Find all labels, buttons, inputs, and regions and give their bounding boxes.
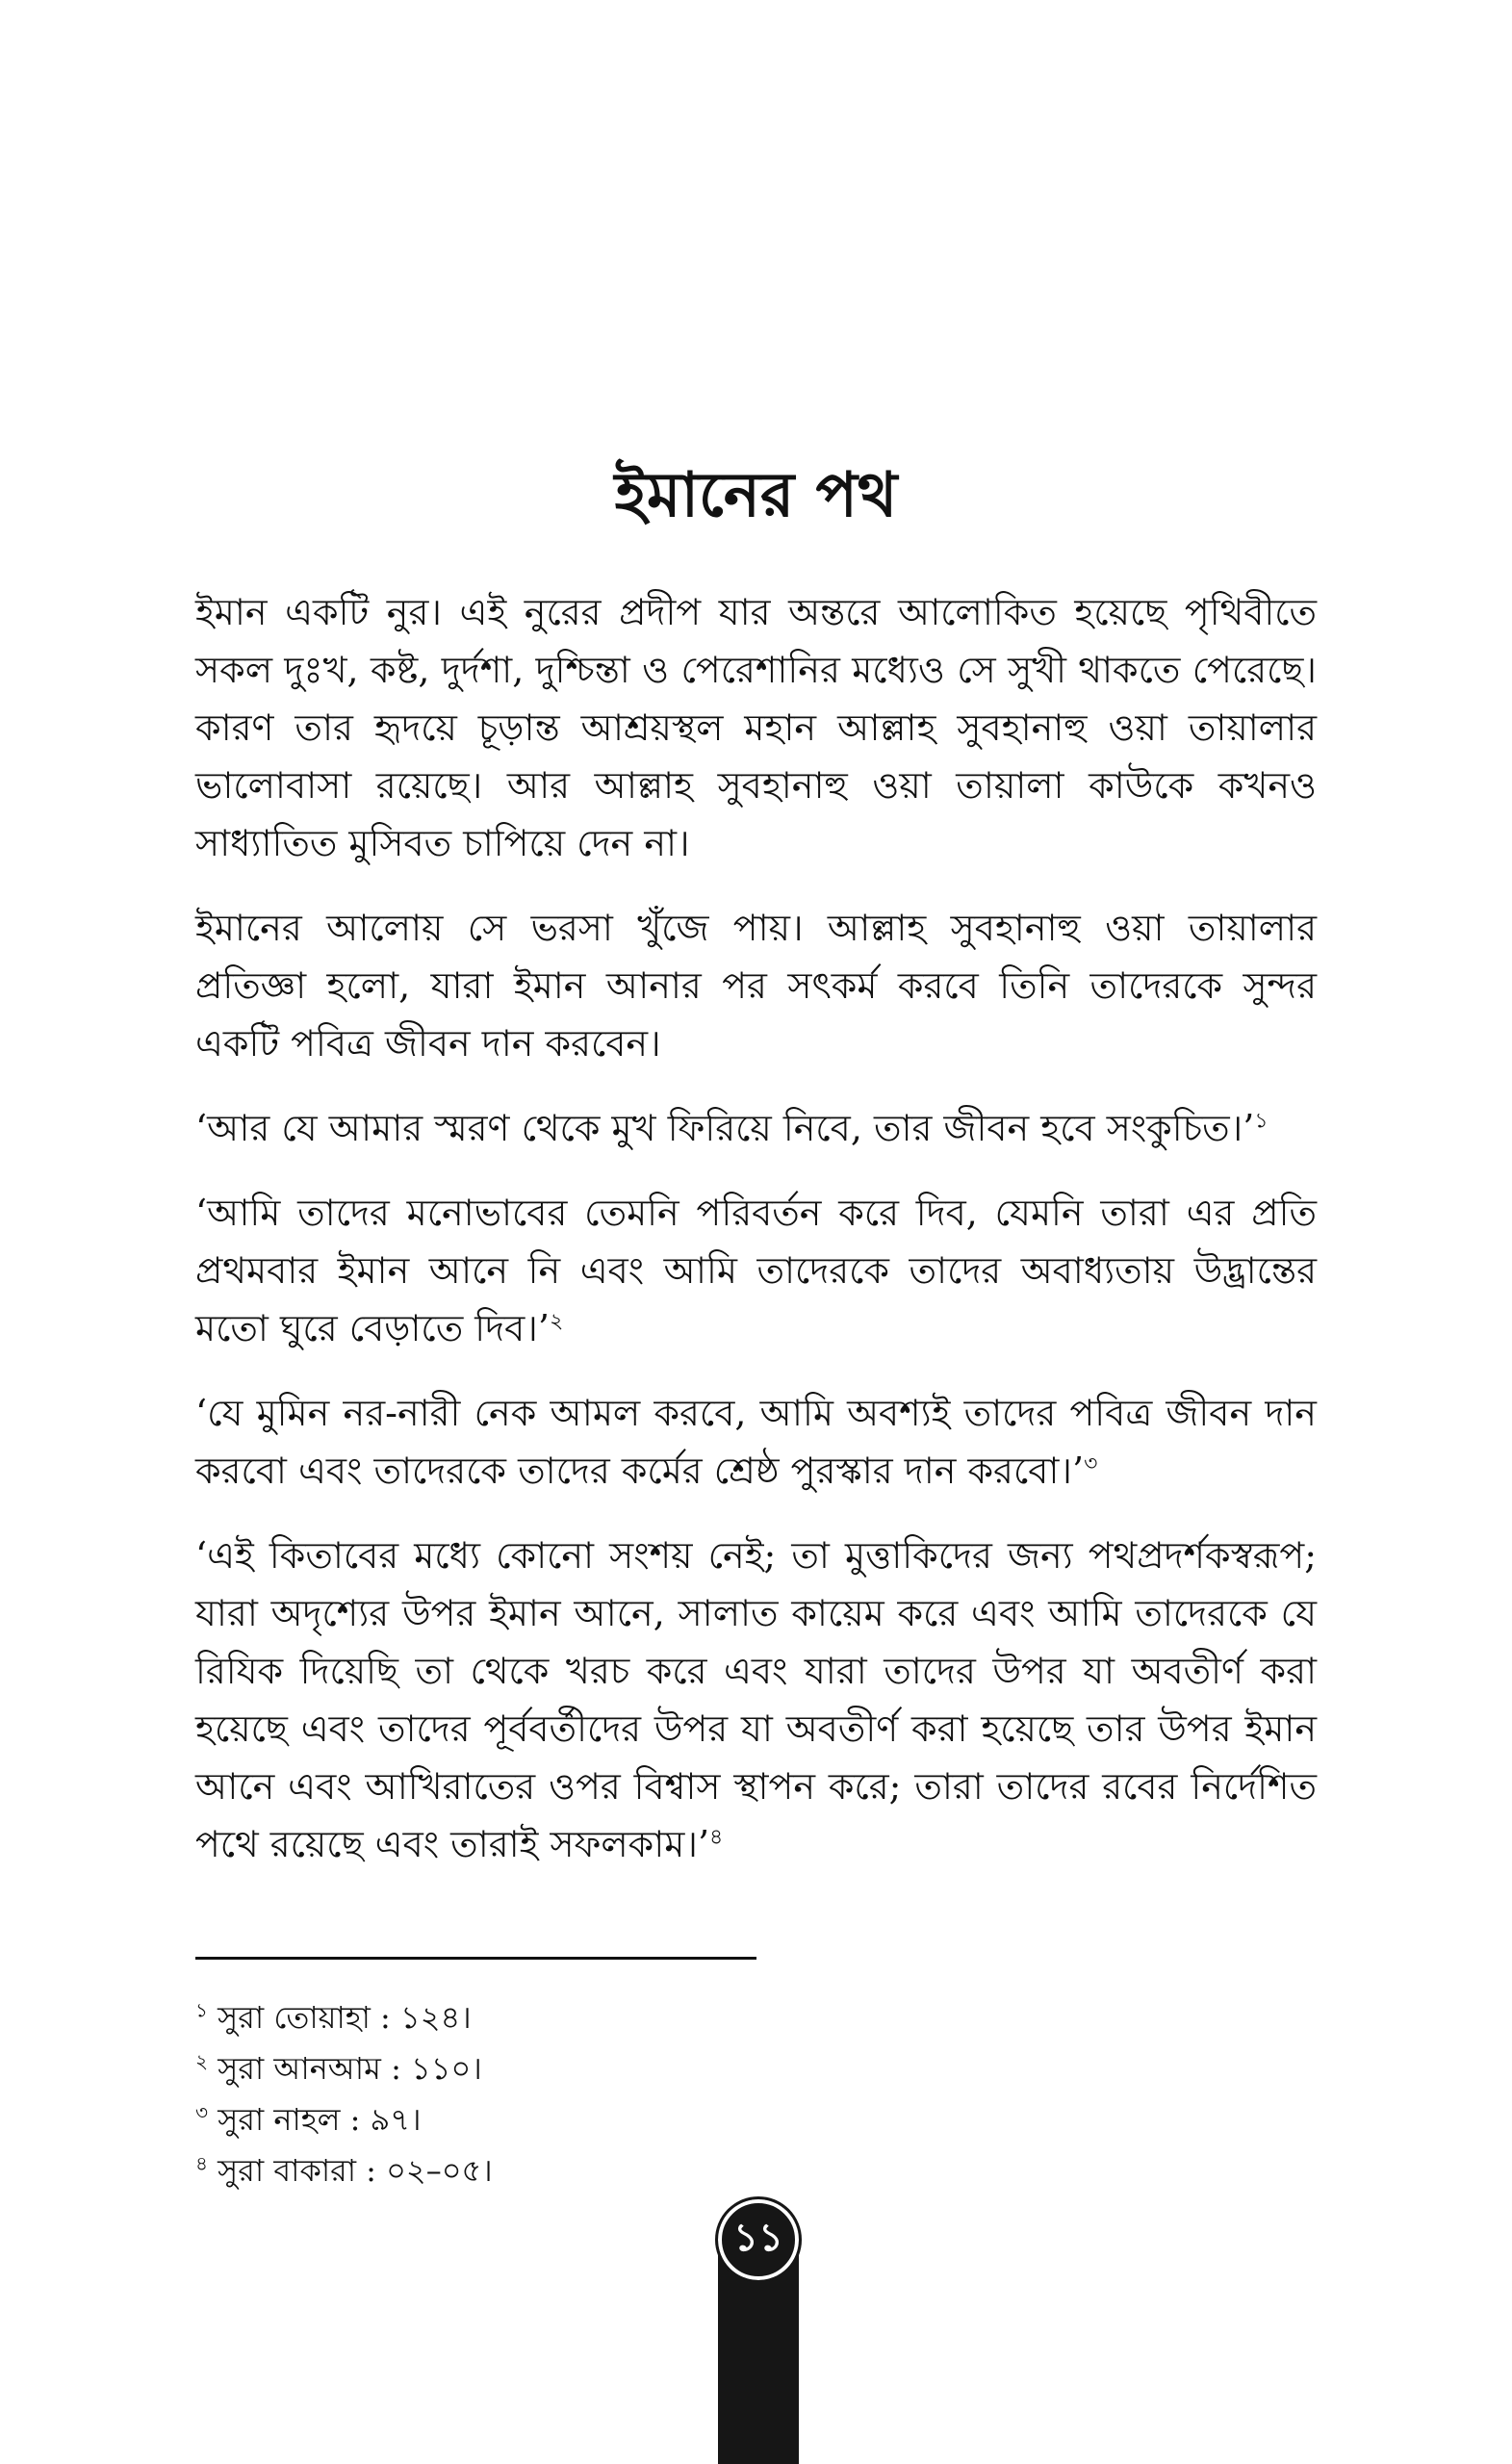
quote-text: ‘আর যে আমার স্মরণ থেকে মুখ ফিরিয়ে নিবে, তার জীবন হবে সংকুচিত।’ bbox=[195, 1107, 1255, 1149]
footnotes bbox=[195, 1992, 1062, 2196]
footnote-number: ১ bbox=[195, 1998, 208, 2022]
footnote-number: ৪ bbox=[195, 2151, 208, 2175]
paragraph-text: ইমানের আলোয় সে ভরসা খুঁজে পায়। আল্লাহ সুবহানাহু ওয়া তায়ালার প্রতিজ্ঞা হলো, যারা ইমান আনার পর সৎকর্ম করবে তিনি তাদেরকে সুন্দর একটি পবিত্র জীবন দান করবেন। bbox=[195, 907, 1317, 1065]
paragraph bbox=[195, 899, 1317, 1072]
quote-text: ‘এই কিতাবের মধ্যে কোনো সংশয় নেই; তা মুত্তাকিদের জন্য পথপ্রদর্শকস্বরূপ; যারা অদৃশ্যের উপর ইমান আনে, সালাত কায়েম করে এবং আমি তাদেরকে যে রিযিক দিয়েছি তা থেকে খরচ করে এবং যারা তাদের উপর যা অবতীর্ণ করা হয়েছে এবং তাদের পূর্ববর্তীদের উপর যা অবতীর্ণ করা হয়েছে তার উপর ইমান আনে এবং আখিরাতের ওপর বিশ্বাস স্থাপন করে; তারা তাদের রবের নির্দেশিত পথে রয়েছে এবং তারাই সফলকাম।’ bbox=[195, 1534, 1317, 1865]
body-text bbox=[195, 583, 1317, 1900]
footnote-ref[interactable]: ১ bbox=[1254, 1109, 1269, 1134]
footnote-ref[interactable]: ৪ bbox=[709, 1825, 724, 1850]
quote-paragraph bbox=[195, 1527, 1317, 1873]
footnote-text: সুরা তোয়াহা : ১২৪। bbox=[218, 1999, 472, 2036]
quote-paragraph bbox=[195, 1384, 1317, 1500]
footnote-item bbox=[195, 1992, 1062, 2043]
footnote-item bbox=[195, 2043, 1062, 2094]
quote-text: ‘আমি তাদের মনোভাবের তেমনি পরিবর্তন করে দিব, যেমনি তারা এর প্রতি প্রথমবার ইমান আনে নি এবং আমি তাদেরকে তাদের অবাধ্যতায় উদ্ভ্রান্তের মতো ঘুরে বেড়াতে দিব।’ bbox=[195, 1192, 1317, 1349]
paragraph bbox=[195, 583, 1317, 872]
footnote-ref[interactable]: ৩ bbox=[1084, 1451, 1098, 1476]
footnote-text: সুরা আনআম : ১১০। bbox=[218, 2050, 482, 2087]
footnote-text: সুরা বাকারা : ০২–০৫। bbox=[218, 2152, 493, 2189]
footnote-number: ৩ bbox=[195, 2100, 209, 2124]
page-number: ১১ bbox=[733, 2216, 783, 2260]
footnote-number: ২ bbox=[195, 2049, 209, 2073]
paragraph-text: ইমান একটি নুর। এই নুরের প্রদীপ যার অন্তরে আলোকিত হয়েছে পৃথিবীতে সকল দুঃখ, কষ্ট, দুর্দশা, দুশ্চিন্তা ও পেরেশানির মধ্যেও সে সুখী থাকতে পেরেছে। কারণ তার হৃদয়ে চূড়ান্ত আশ্রয়স্থল মহান আল্লাহ সুবহানাহু ওয়া তায়ালার ভালোবাসা রয়েছে। আর আল্লাহ সুবহানাহু ওয়া তায়ালা কাউকে কখনও সাধ্যাতিত মুসিবত চাপিয়ে দেন না। bbox=[195, 591, 1317, 864]
quote-paragraph bbox=[195, 1184, 1317, 1357]
footnote-ref[interactable]: ২ bbox=[549, 1309, 564, 1334]
quote-paragraph bbox=[195, 1099, 1317, 1157]
footnote-item bbox=[195, 2145, 1062, 2196]
chapter-title: ইমানের পথ bbox=[614, 460, 898, 531]
footnote-text: সুরা নাহল : ৯৭। bbox=[218, 2101, 422, 2138]
footnote-item bbox=[195, 2094, 1062, 2145]
quote-text: ‘যে মুমিন নর-নারী নেক আমল করবে, আমি অবশ্যই তাদের পবিত্র জীবন দান করবো এবং তাদেরকে তাদের কর্মের শ্রেষ্ঠ পুরস্কার দান করবো।’ bbox=[195, 1392, 1317, 1492]
footnote-divider bbox=[195, 1957, 756, 1960]
